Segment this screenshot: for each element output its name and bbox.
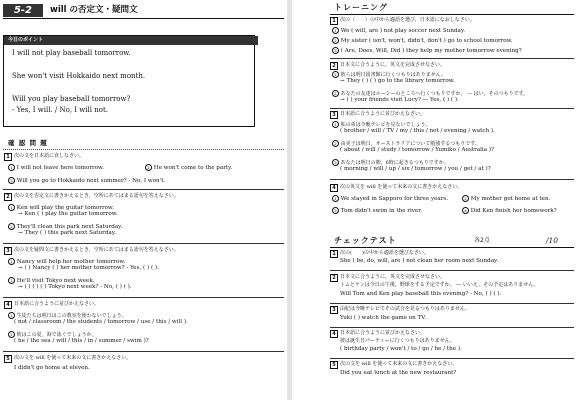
q3-2-marker: 2	[8, 277, 15, 284]
q2-2-answer: → They ( ) this park next Saturday.	[18, 230, 116, 236]
t-q2-2-text: あなたの友達はルーシーのところへ行くつもりですか。 ― はい，そのつもりです。	[340, 91, 529, 97]
point-line-1: I will not play baseball tomorrow.	[12, 49, 131, 57]
t-q2-number: 2	[330, 62, 338, 70]
q3-number: 3	[4, 247, 12, 255]
q1-2-marker: 2	[145, 164, 152, 171]
q1-3-marker: 3	[8, 177, 15, 184]
t-q3-2-text: 由美子は明日，オーストラリアについて勉強するつもりです。	[340, 141, 480, 147]
q3-instruction: 次の文を疑問文に書きかえるとき，空所にあてはまる語句を答えなさい。	[14, 247, 179, 253]
t-q3-2-answer: ( about / will / study / tomorrow / Yumiko / Australia )?	[340, 147, 495, 153]
q4-1-marker: 1	[8, 312, 15, 319]
t-q4-4-text: Did Ken finish her homework?	[470, 208, 557, 214]
t-q3-3-text: あなたは明日の朝，6時に起きるつもりですか。	[340, 160, 449, 166]
t-q1-2-text: My sister ( isn't, won't, didn't, don't ) go to school tomorrow.	[340, 38, 513, 44]
t-q4-1-marker: 1	[332, 195, 339, 202]
left-page	[0, 0, 287, 400]
check-test-total: /10	[546, 236, 559, 245]
q1-number: 1	[4, 153, 12, 161]
c-q3-instruction: 由紀は今晩テレビでその試合を見るつもりはありません。	[340, 306, 471, 312]
q5-text: I didn't go home at eleven.	[14, 365, 90, 371]
q2-1-answer: → Ken ( ) play the guitar tomorrow.	[18, 211, 118, 217]
c-q2-number: 2	[330, 274, 338, 282]
q3-1-text: Nancy will help her mother tomorrow.	[16, 259, 126, 265]
q2-1-marker: 1	[8, 204, 15, 211]
q4-2-marker: 2	[8, 331, 15, 338]
t-q4-3-marker: 3	[332, 207, 339, 214]
t-q3-1-answer: ( brother / will / TV / my / this / not / evening / watch ).	[340, 128, 495, 134]
t-q3-1-marker: 1	[332, 121, 339, 128]
check-test-points: 各2点	[474, 237, 490, 244]
right-page	[292, 0, 577, 400]
c-q1-text: She ( be, do, will, are ) not clean her room next Sunday.	[340, 258, 499, 264]
t-q4-number: 4	[330, 184, 338, 192]
t-q4-1-text: We stayed in Sapporo for three years.	[340, 196, 449, 202]
c-q4-number: 4	[330, 330, 338, 338]
t-q3-2-marker: 2	[332, 140, 339, 147]
c-q3-answer: Yuki ( ) watch the game on TV.	[340, 315, 427, 321]
q4-number: 4	[4, 301, 12, 309]
t-q1-1-text: We ( will, are ) not play soccer next Sunday.	[340, 28, 466, 34]
t-q3-3-marker: 3	[332, 159, 339, 166]
t-q2-instruction: 日本文に合うように，英文を完成させなさい。	[340, 62, 446, 68]
q3-2-answer: → ( ) ( ) ( ) Tokyo next week? - No, ( ) ( ).	[18, 284, 132, 290]
point-line-3: Will you play baseball tomorrow?	[12, 95, 131, 103]
q4-2-answer: ( he / the sea / will / this / in / summer / swim )?	[14, 338, 149, 344]
t-q3-1-text: 私の弟は今晩テレビを見ないでしょう。	[340, 122, 431, 128]
t-q4-instruction: 次の英文を will を使って未来の文に書きかえなさい。	[340, 184, 463, 190]
c-q3-number: 3	[330, 306, 338, 314]
t-q2-1-text: 彼らは明日図書館に行くつもりはありません。	[340, 72, 446, 78]
t-q1-3-text: ( Are, Does, Will, Did ) they help my mother tomorrow evening?	[340, 48, 522, 54]
q1-1-marker: 1	[8, 164, 15, 171]
c-q2-instruction: 日本文に合うように，英文を完成させなさい。	[340, 274, 446, 280]
c-q2-text: トムとケンは今日の午後，野球をする予定ですか。 ― いいえ，その予定はありません。	[340, 282, 539, 288]
c-q5-instruction: 次の文を will を使って未来の文に書きかえなさい。	[340, 361, 458, 367]
q1-3-text: Will you go to Hokkaido next summer? - No, I won't.	[16, 178, 166, 184]
t-q4-3-text: Tom didn't swim in the river.	[340, 208, 423, 214]
lesson-number: 5-2	[3, 4, 43, 17]
t-q1-number: 1	[330, 17, 338, 25]
q4-1-answer: ( not / classroom / the students / tomorrow / use / this / will ).	[14, 319, 188, 325]
t-q1-instruction: 次の（ ）の中から適語を選び，日本語になおしなさい。	[340, 17, 475, 23]
c-q4-text: 彼は誕生日パーティーに行くつもりはありません。	[340, 338, 455, 344]
check-test-heading: チェックテスト	[334, 236, 397, 245]
c-q5-number: 5	[330, 361, 338, 369]
t-q1-1-marker: 1	[332, 27, 339, 34]
t-q2-2-marker: 2	[332, 90, 339, 97]
point-box-header: 今日のポイント	[4, 36, 258, 45]
c-q1-number: 1	[330, 250, 338, 258]
q3-1-marker: 1	[8, 258, 15, 265]
t-q4-4-marker: 4	[462, 207, 469, 214]
t-q3-3-answer: ( morning / will / up / six / tomorrow / you / get / at )?	[340, 166, 491, 172]
q3-1-answer: → ( ) Nancy ( ) her mother tomorrow? - Yes, ( ) ( ).	[18, 265, 159, 271]
lesson-title: will の否定文・疑問文	[50, 5, 138, 15]
q4-1-text: 生徒たちは明日はこの教室を使わないでしょう。	[16, 313, 127, 319]
c-q1-instruction: 次の( )の中から適語を選びなさい。	[340, 250, 429, 256]
t-q4-2-text: My mother got home at ten.	[470, 196, 551, 202]
t-q4-2-marker: 2	[462, 195, 469, 202]
t-q1-3-marker: 3	[332, 47, 339, 54]
point-line-4: - Yes, I will. / No, I will not.	[12, 106, 108, 114]
q2-2-marker: 2	[8, 223, 15, 230]
q1-1-text: I will not leave here tomorrow.	[16, 165, 104, 171]
t-q2-2-answer: → ( ) your friends visit Lucy? ― Yes, ( ) ( ).	[340, 97, 459, 103]
c-q4-instruction: 日本語に合うように並びかえなさい。	[340, 330, 426, 336]
kakunin-heading: 確 認 問 題	[8, 139, 48, 147]
q1-2-text: He won't come to the party.	[153, 165, 233, 171]
t-q3-number: 3	[330, 111, 338, 119]
q2-number: 2	[4, 193, 12, 201]
q3-2-text: He'll visit Tokyo next week.	[16, 278, 95, 284]
q1-instruction: 次の文を日本語に直しなさい。	[14, 153, 85, 159]
t-q1-2-marker: 2	[332, 37, 339, 44]
point-line-2: She won't visit Hokkaido next month.	[12, 72, 146, 80]
q4-2-text: 彼はこの夏，海で泳ぐでしょうか。	[16, 332, 97, 338]
t-q3-instruction: 日本語に合うように並びかえなさい。	[340, 111, 426, 117]
c-q2-answer: Will Tom and Ken play baseball this evening? - No, ( ) ( ).	[340, 291, 502, 297]
t-q2-1-marker: 1	[332, 71, 339, 78]
q5-instruction: 次の文を will を使って未来の文に書きかえなさい。	[14, 355, 132, 361]
q4-instruction: 日本語に合うように並びかえなさい。	[14, 301, 100, 307]
point-box	[3, 35, 255, 127]
c-q4-answer: ( birthday party / won't / to / go / he / the ).	[340, 346, 462, 352]
training-heading: トレーニング	[334, 3, 388, 12]
q2-2-text: They'll clean this park next Saturday.	[16, 224, 123, 230]
q5-number: 5	[4, 355, 12, 363]
t-q2-1-answer: → They ( ) ( ) go to the library tomorrow.	[340, 78, 455, 84]
c-q5-text: Did you eat lunch at the new restaurant?	[340, 370, 457, 376]
q2-instruction: 次の文を否定文に書きかえるとき，空所にあてはまる語句を答えなさい。	[14, 193, 179, 199]
q2-1-text: Ken will play the guitar tomorrow.	[16, 205, 114, 211]
